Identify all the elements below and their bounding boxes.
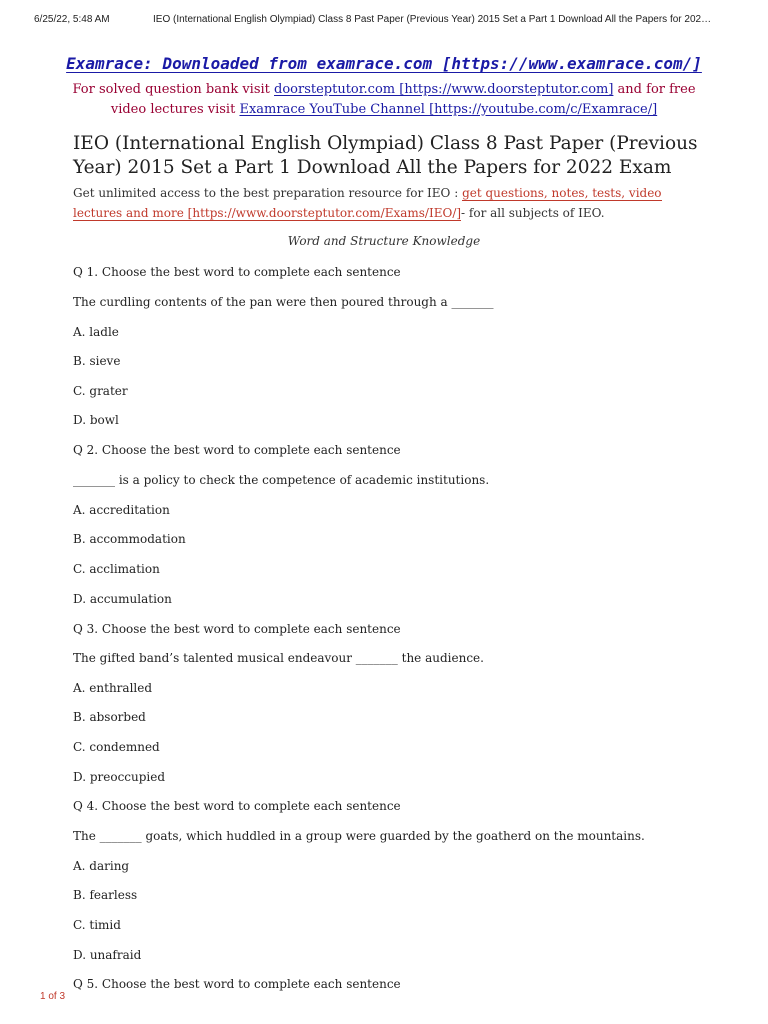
question-2: Q 2. Choose the best word to complete each sentence [73,443,401,457]
question-3-option-c: C. condemned [73,740,160,754]
promo-text-2: and for free video lectures visit [110,82,696,117]
question-4-option-d: D. unafraid [73,948,142,962]
question-4-option-b: B. fearless [73,888,138,902]
ieo-resources-link[interactable]: get questions, notes, tests, video lectures and more [https://www.doorsteptutor.com/Exams/IEO/] [73,186,662,220]
question-5: Q 5. Choose the best word to complete each sentence [73,977,401,991]
question-1-option-c: C. grater [73,384,128,398]
page-indicator: 1 of 3 [40,991,66,1002]
question-3-option-d: D. preoccupied [73,770,166,784]
promo-text-1: For solved question bank visit [72,82,275,97]
doorsteptutor-link[interactable]: doorsteptutor.com [https://www.doorsteptutor.com] [274,82,614,97]
question-2-option-c: C. acclimation [73,562,160,576]
question-3-option-b: B. absorbed [73,710,146,724]
access-text-1: Get unlimited access to the best preparation resource for IEO : [73,186,463,200]
question-2-option-b: B. accommodation [73,532,186,546]
question-4-option-c: C. timid [73,918,121,932]
question-2-option-d: D. accumulation [73,592,172,606]
question-3-sentence: The gifted band’s talented musical endeavour _______ the audience. [73,651,484,665]
print-document-title: IEO (International English Olympiad) Class 8 Past Paper (Previous Year) 2015 Set a Part 1 Download All the Papers for 202… [153,14,712,25]
question-1-option-d: D. bowl [73,413,119,427]
examrace-banner [0,54,768,73]
question-1: Q 1. Choose the best word to complete each sentence [73,265,401,279]
question-1-option-a: A. ladle [73,325,119,339]
print-header [34,14,734,28]
access-paragraph [73,183,713,223]
question-2-option-a: A. accreditation [73,503,170,517]
question-1-option-b: B. sieve [73,354,121,368]
question-2-sentence: _______ is a policy to check the competence of academic institutions. [73,473,490,487]
question-4-option-a: A. daring [73,859,130,873]
question-3-option-a: A. enthralled [73,681,153,695]
section-heading: Word and Structure Knowledge [287,234,481,248]
question-4: Q 4. Choose the best word to complete each sentence [73,799,401,813]
question-1-sentence: The curdling contents of the pan were then poured through a _______ [73,295,494,309]
question-3: Q 3. Choose the best word to complete each sentence [73,622,401,636]
print-datetime: 6/25/22, 5:48 AM [34,14,110,25]
youtube-channel-link[interactable]: Examrace YouTube Channel [https://youtube.com/c/Examrace/] [239,102,658,117]
access-text-2: - for all subjects of IEO. [461,206,605,220]
promo-text [60,80,708,120]
document-title: IEO (International English Olympiad) Class 8 Past Paper (Previous Year) 2015 Set a Part 1 Download All the Papers for 2022 Exam [73,133,698,178]
examrace-banner-link[interactable]: Examrace: Downloaded from examrace.com [https://www.examrace.com/] [66,54,702,73]
question-4-sentence: The _______ goats, which huddled in a group were guarded by the goatherd on the mountains. [73,829,645,843]
